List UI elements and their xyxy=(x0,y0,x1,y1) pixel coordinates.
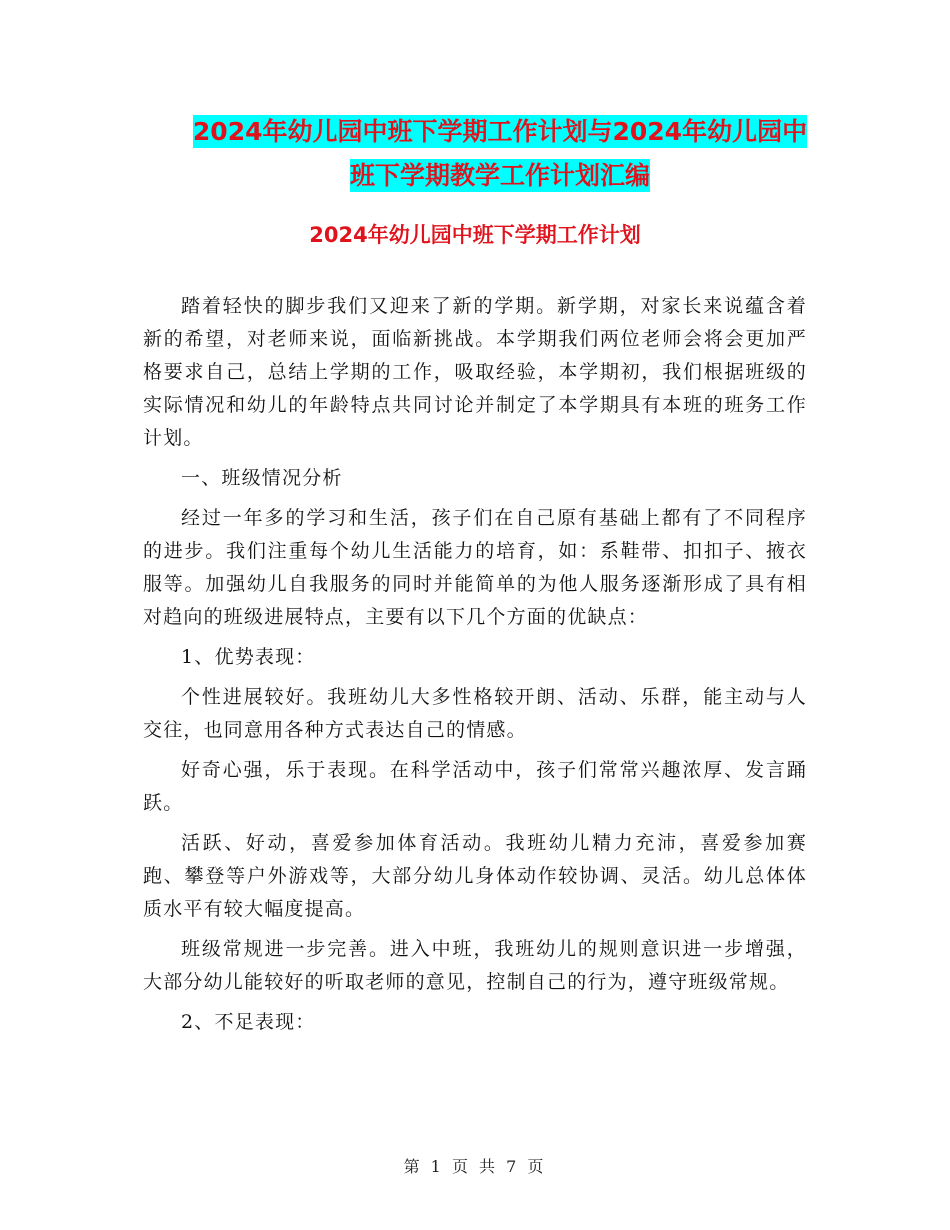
paragraph-curiosity: 好奇心强，乐于表现。在科学活动中，孩子们常常兴趣浓厚、发言踊跃。 xyxy=(143,759,807,814)
title-line-2: 班下学期教学工作计划汇编 xyxy=(349,161,650,190)
paragraph-intro: 踏着轻快的脚步我们又迎来了新的学期。新学期，对家长来说蕴含着新的希望，对老师来说，面临新挑战。本学期我们两位老师会将会更加严格要求自己，总结上学期的工作，吸取经验，本学期初，我们根据班级的实际情况和幼儿的年龄特点共同讨论并制定了本学期具有本班的班务工作计划。 xyxy=(143,295,807,449)
heading-advantages: 1、优势表现： xyxy=(181,646,316,668)
paragraph-routine: 班级常规进一步完善。进入中班，我班幼儿的规则意识进一步增强，大部分幼儿能较好的听取老师的意见，控制自己的行为，遵守班级常规。 xyxy=(143,938,807,993)
paragraph-progress: 经过一年多的学习和生活，孩子们在自己原有基础上都有了不同程序的进步。我们注重每个幼儿生活能力的培育，如：系鞋带、扣扣子、掖衣服等。加强幼儿自我服务的同时并能简单的为他人服务逐渐形成了具有相对趋向的班级进展特点，主要有以下几个方面的优缺点： xyxy=(143,507,807,628)
paragraph-sports: 活跃、好动，喜爱参加体育活动。我班幼儿精力充沛，喜爱参加赛跑、攀登等户外游戏等，大部分幼儿身体动作较协调、灵活。幼儿总体体质水平有较大幅度提高。 xyxy=(143,832,807,920)
title-line-1: 2024年幼儿园中班下学期工作计划与2024年幼儿园中 xyxy=(192,117,808,146)
heading-class-analysis: 一、班级情况分析 xyxy=(181,467,343,489)
paragraph-personality: 个性进展较好。我班幼儿大多性格较开朗、活动、乐群，能主动与人交往，也同意用各种方式表达自己的情感。 xyxy=(143,686,807,741)
document-title xyxy=(140,110,860,198)
page-footer: 第 1 页 共 7 页 xyxy=(403,1157,547,1176)
section-title: 2024年幼儿园中班下学期工作计划 xyxy=(309,223,641,247)
heading-shortcomings: 2、不足表现： xyxy=(181,1011,316,1033)
document-body xyxy=(143,290,807,1046)
